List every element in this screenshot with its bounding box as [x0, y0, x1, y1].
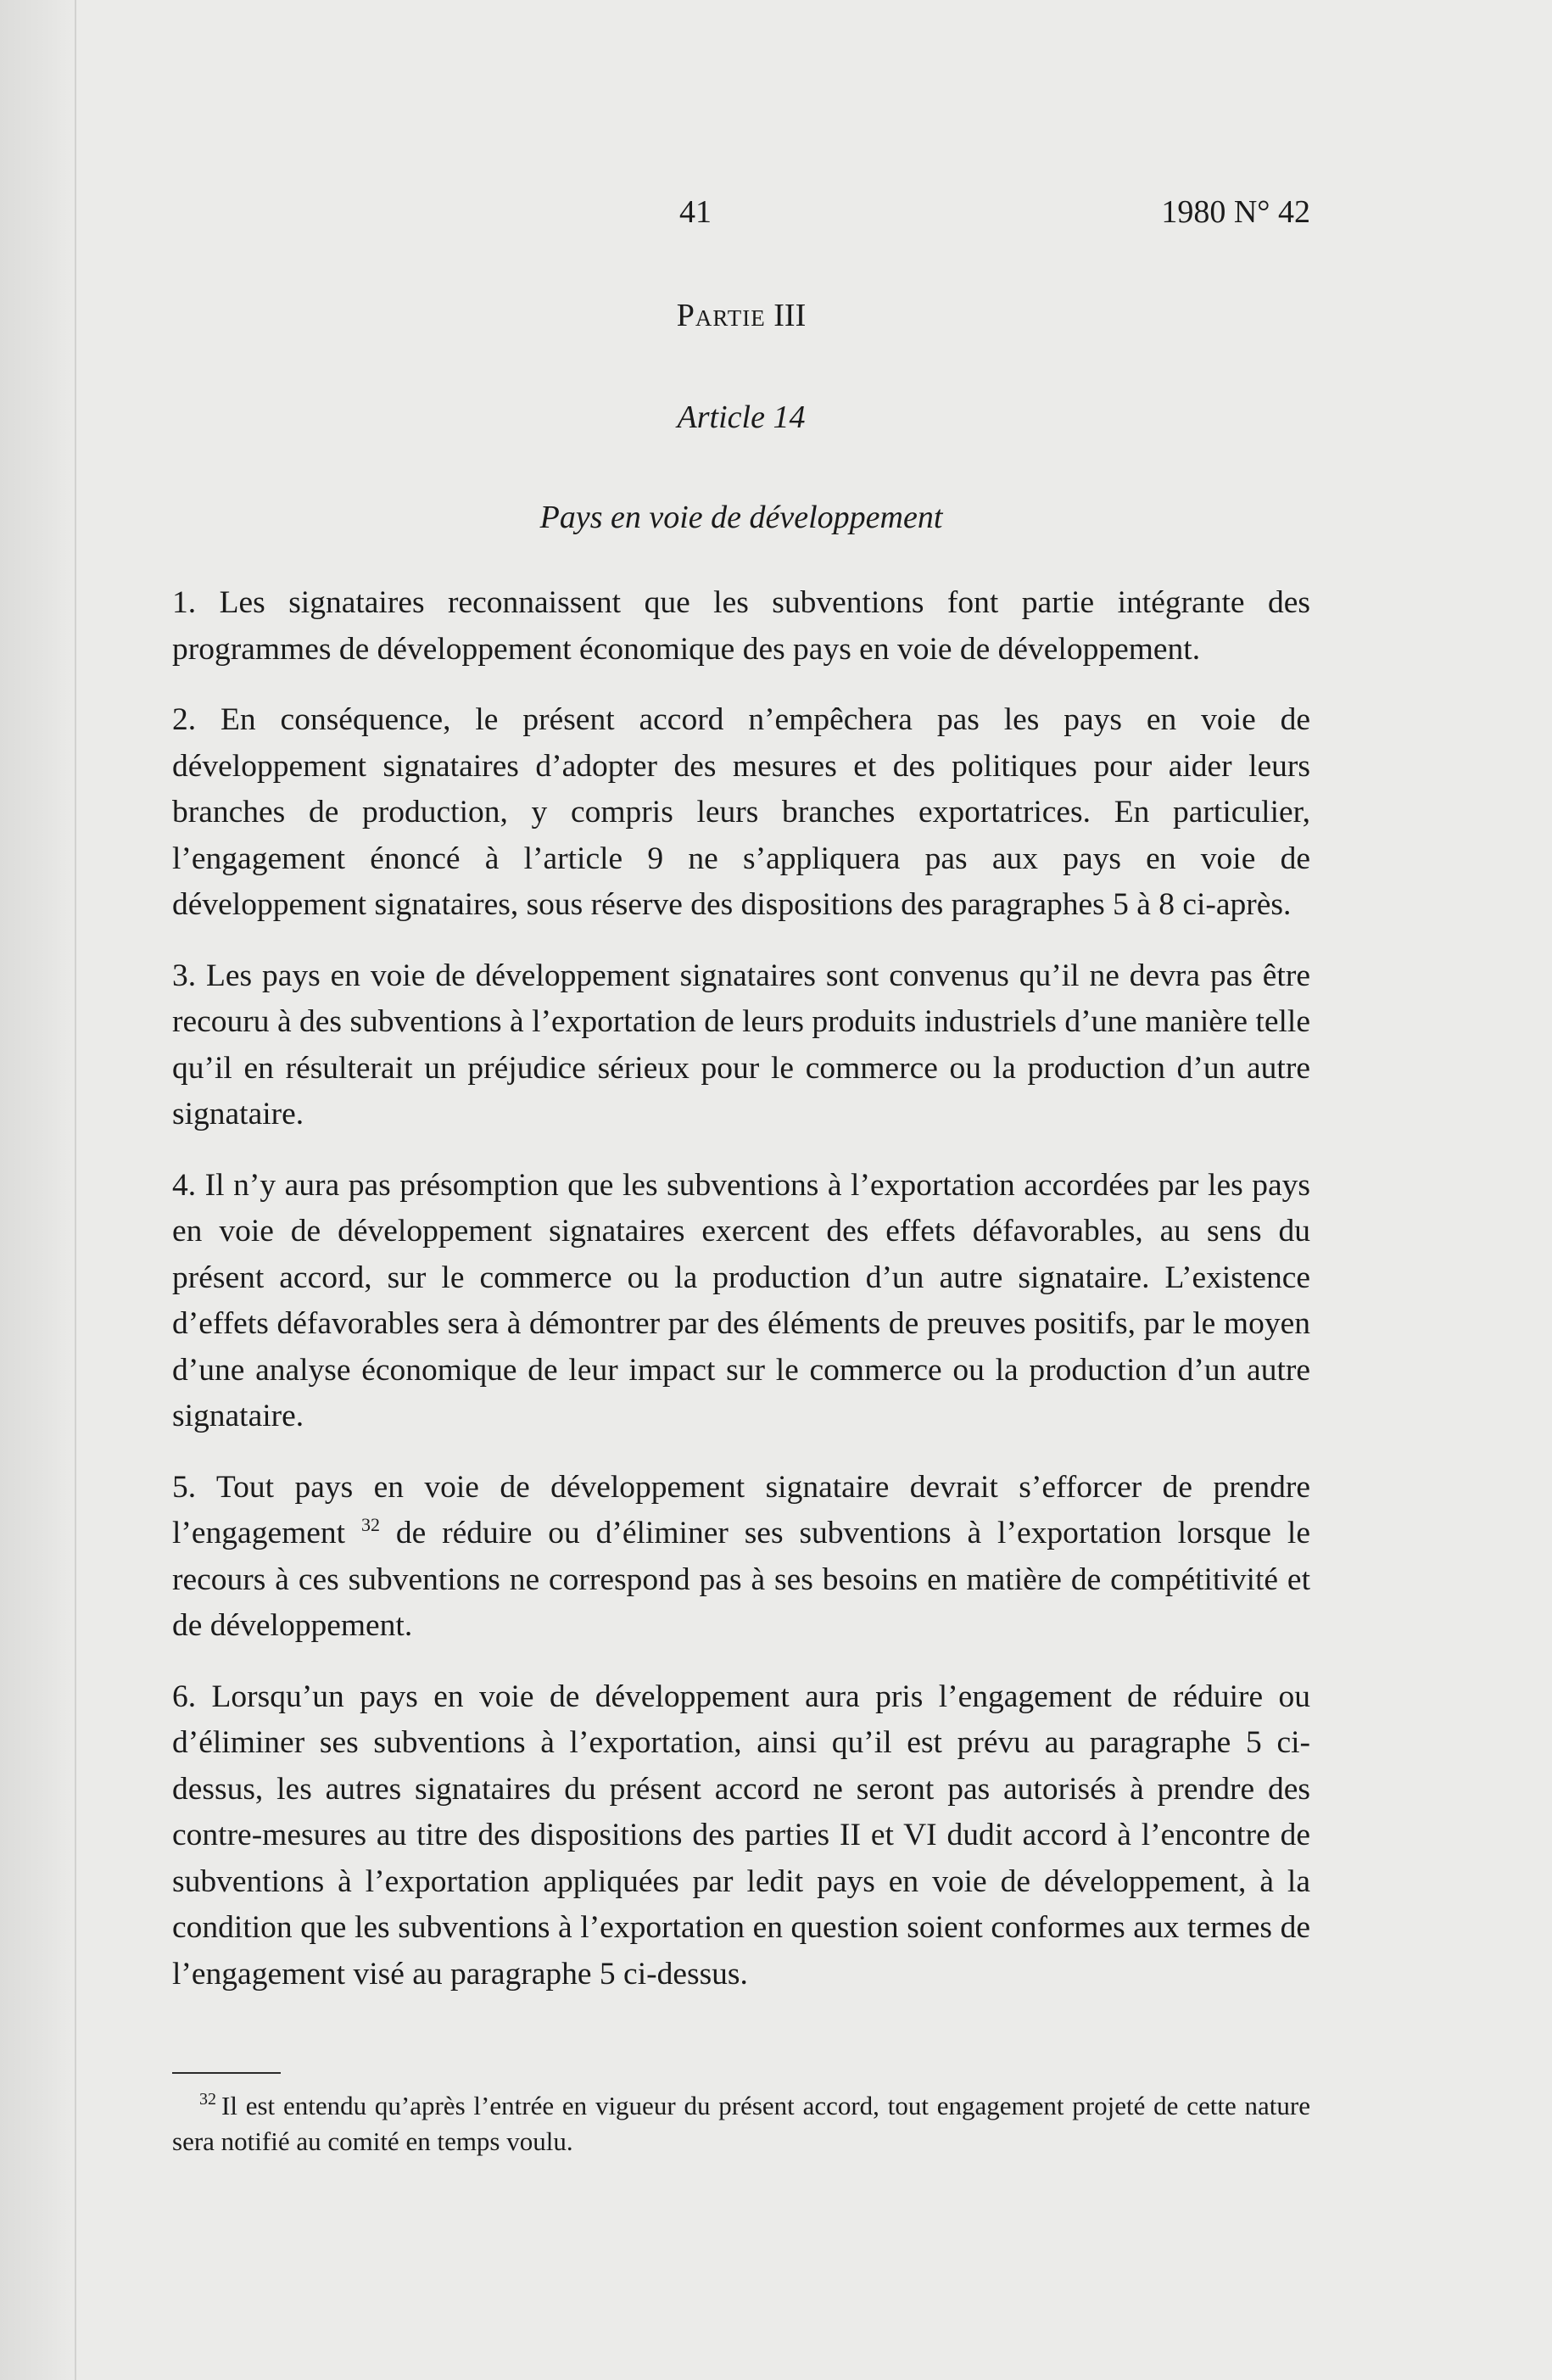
paragraph-5-text-start: 5. Tout pays en voie de développement signataire devrait s’efforcer de prendre l’engagement: [172, 1469, 1310, 1550]
paragraph-5: [172, 1465, 1310, 1650]
footnote-text: Il est entendu qu’après l’entrée en vigueur du présent accord, tout engagement projeté de cette nature sera notifié au comité en temps voulu.: [172, 2091, 1310, 2156]
footnote-reference: 32: [360, 1514, 380, 1535]
paragraph-6: 6. Lorsqu’un pays en voie de développement aura pris l’engagement de réduire ou d’éliminer ses subventions à l’exportation, ainsi qu’il est prévu au paragraphe 5 ci-dessus, les autres signataires du présent accord ne seront pas autorisés à prendre des contre-mesures au titre des dispositions des parties II et VI dudit accord à l’encontre de subventions à l’exportation appliquées par ledit pays en voie de développement, à la condition que les subventions à l’exportation en question soient conformes aux termes de l’engagement visé au paragraphe 5 ci-dessus.: [172, 1679, 1310, 1992]
document-page: [172, 0, 1310, 2380]
paragraph-2: 2. En conséquence, le présent accord n’empêchera pas les pays en voie de développement signataires d’adopter des mesures et des politiques pour aider leurs branches de production, y compris leurs branches exportatrices. En particulier, l’engagement énoncé à l’article 9 ne s’appliquera pas aux pays en voie de développement signataires, sous réserve des dispositions des paragraphes 5 à 8 ci-après.: [172, 702, 1310, 922]
paragraph-4: 4. Il n’y aura pas présomption que les subventions à l’exportation accordées par les pays en voie de développement signataires exercent des effets défavorables, au sens du présent accord, sur le commerce ou la production d’un autre signataire. L’existence d’effets défavorables sera à démontrer par des éléments de preuves positifs, par le moyen d’une analyse économique de leur impact sur le commerce ou la production d’un autre signataire.: [172, 1167, 1310, 1433]
article-body: [172, 580, 1310, 2022]
year-issue-number: 1980 N° 42: [1161, 194, 1310, 230]
page-edge-shadow: [0, 0, 76, 2380]
part-label: Partie: [676, 298, 766, 333]
paragraph-5-text-end: de réduire ou d’éliminer ses subventions à l’exportation lorsque le recours à ces subventions ne correspond pas à ses besoins en matière de compétitivité et de développement.: [172, 1516, 1310, 1643]
article-subtitle: Pays en voie de développement: [539, 500, 943, 535]
paragraph-3: 3. Les pays en voie de développement signataires sont convenus qu’il ne devra pas être recouru à des subventions à l’exportation de leurs produits industriels d’une manière telle qu’il en résulterait un préjudice sérieux pour le commerce ou la production d’un autre signataire.: [172, 958, 1310, 1131]
part-numeral: III: [773, 298, 807, 333]
footnote-mark: 32: [199, 2090, 216, 2109]
part-heading: [172, 297, 1310, 334]
footnote: [172, 2081, 1310, 2159]
footnote-divider: [172, 2072, 281, 2074]
article-title: Article 14: [677, 399, 806, 435]
page-number: 41: [679, 194, 712, 230]
paragraph-1: 1. Les signataires reconnaissent que les subventions font partie intégrante des programmes de développement économique des pays en voie de développement.: [172, 585, 1310, 667]
running-header: [172, 193, 1310, 236]
